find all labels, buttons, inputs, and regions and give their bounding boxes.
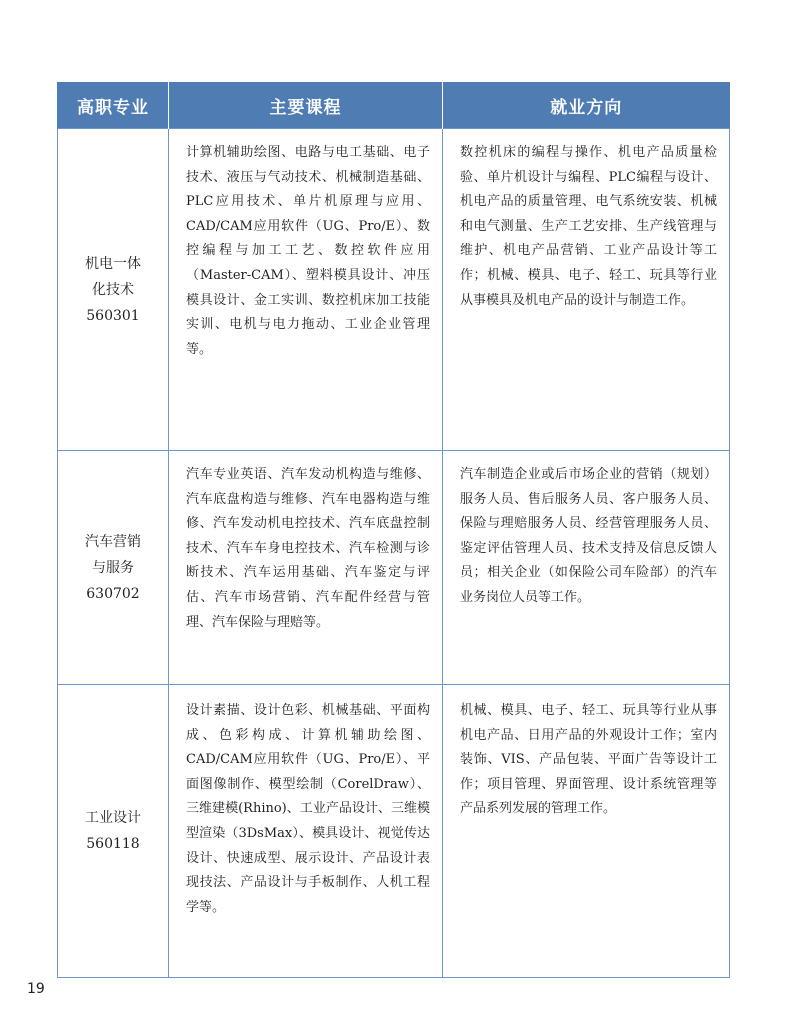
table-row <box>58 129 730 451</box>
major-name-line1: 机电一体 <box>85 255 141 272</box>
major-code: 560118 <box>86 836 140 852</box>
major-cell <box>58 451 169 685</box>
majors-table <box>57 82 730 978</box>
header-major: 高职专业 <box>58 82 169 129</box>
courses-cell: 汽车专业英语、汽车发动机构造与维修、汽车底盘构造与维修、汽车电器构造与维修、汽车发动机电控技术、汽车底盘控制技术、汽车车身电控技术、汽车检测与诊断技术、汽车运用基础、汽车鉴定与评估、汽车市场营销、汽车配件经营与管理、汽车保险与理赔等。 <box>169 451 443 685</box>
major-cell <box>58 129 169 451</box>
major-cell <box>58 685 169 978</box>
page-number: 19 <box>27 981 45 997</box>
courses-cell: 设计素描、设计色彩、机械基础、平面构成、色彩构成、计算机辅助绘图、CAD/CAM应用软件（UG、Pro/E）、平面图像制作、模型绘制（CorelDraw）、三维建模(Rhino)、工业产品设计、三维模型渲染（3DsMax）、模具设计、视觉传达设计、快速成型、展示设计、产品设计表现技法、产品设计与手板制作、人机工程学等。 <box>169 685 443 978</box>
major-name-line2: 与服务 <box>92 559 134 576</box>
header-courses: 主要课程 <box>169 82 443 129</box>
major-code: 560301 <box>86 307 140 324</box>
table-row <box>58 685 730 978</box>
careers-cell: 数控机床的编程与操作、机电产品质量检验、单片机设计与编程、PLC编程与设计、机电产品的质量管理、电气系统安装、机械和电气测量、生产工艺安排、生产线管理与维护、机电产品营销、工业产品设计等工作；机械、模具、电子、轻工、玩具等行业从事模具及机电产品的设计与制造工作。 <box>443 129 730 451</box>
major-code: 630702 <box>86 585 140 602</box>
header-careers: 就业方向 <box>443 82 730 129</box>
courses-cell: 计算机辅助绘图、电路与电工基础、电子技术、液压与气动技术、机械制造基础、PLC应用技术、单片机原理与应用、CAD/CAM应用软件（UG、Pro/E）、数控编程与加工工艺、数控软件应用（Master-CAM）、塑料模具设计、冲压模具设计、金工实训、数控机床加工技能实训、电机与电力拖动、工业企业管理等。 <box>169 129 443 451</box>
table-row <box>58 451 730 685</box>
table-header-row <box>58 82 730 129</box>
major-name-line2: 化技术 <box>92 281 134 298</box>
major-name-line1: 工业设计 <box>85 810 141 826</box>
major-name-line1: 汽车营销 <box>85 533 141 550</box>
careers-cell: 机械、模具、电子、轻工、玩具等行业从事机电产品、日用产品的外观设计工作；室内装饰、VIS、产品包装、平面广告等设计工作；项目管理、界面管理、设计系统管理等产品系列发展的管理工作。 <box>443 685 730 978</box>
careers-cell: 汽车制造企业或后市场企业的营销（规划）服务人员、售后服务人员、客户服务人员、保险与理赔服务人员、经营管理服务人员、鉴定评估管理人员、技术支持及信息反馈人员；相关企业（如保险公司车险部）的汽车业务岗位人员等工作。 <box>443 451 730 685</box>
